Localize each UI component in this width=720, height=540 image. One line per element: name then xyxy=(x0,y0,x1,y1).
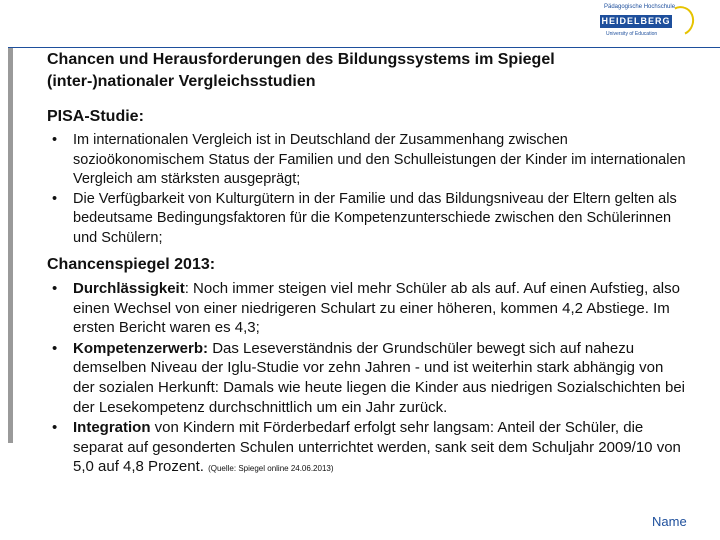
bullet-keyword: Integration xyxy=(73,419,151,437)
bullet-keyword: Kompetenzerwerb: xyxy=(73,339,209,357)
bullet-text: von Kindern mit Förderbedarf erfolgt sehr langsam: Anteil der Schüler, die separat auf gesonderten Schulen unterrichtet werden, sank seit dem Schuljahr 2009/10 von 5,0 auf 4,8 Prozent. xyxy=(73,419,681,476)
bullet-text: Das Leseverständnis der Grundschüler bewegt sich auf nahezu demselben Niveau der Iglu-Studie vor zehn Jahren - und ist weiterhin stark abhängig von der sozialen Herkunft: Damals wie heute liegen die Kinder aus niedrigen Sozialschichten bei der Lesekompetenz durchschnittlich um ein Jahr zurück. xyxy=(73,339,686,416)
bullet-icon: • xyxy=(52,280,58,297)
chancenspiegel-heading: Chancenspiegel 2013: xyxy=(47,256,216,273)
list-item xyxy=(47,190,687,249)
pisa-bullet-list xyxy=(47,131,687,249)
bullet-icon: • xyxy=(52,419,58,437)
list-item xyxy=(47,131,687,190)
logo-line-3: University of Education xyxy=(606,31,658,37)
slide-title: Chancen und Herausforderungen des Bildungssystems im Spiegel (inter-)nationaler Vergleichsstudien xyxy=(47,51,555,90)
logo-name: HEIDELBERG xyxy=(601,16,671,26)
logo-line-1: Pädagogische Hochschule xyxy=(604,4,676,10)
list-item xyxy=(47,279,687,338)
left-accent-bar xyxy=(8,48,13,443)
chancenspiegel-bullet-list xyxy=(47,279,687,479)
footer-name: Name xyxy=(652,514,687,529)
pisa-bullet-text: Die Verfügbarkeit von Kulturgütern in der Familie und das Bildungsniveau der Eltern gelten als bedeutsame Bedingungsfaktoren für die Kompetenzunterschiede zwischen den Schülerinnen und Schülern; xyxy=(73,190,677,246)
bullet-keyword: Durchlässigkeit xyxy=(73,280,185,297)
bullet-icon: • xyxy=(52,132,58,148)
pisa-heading: PISA-Studie: xyxy=(47,108,144,125)
university-logo xyxy=(596,4,692,40)
pisa-bullet-text: Im internationalen Vergleich ist in Deutschland der Zusammenhang zwischen sozioökonomischem Status der Familien und den Schulleistungen der Kinder im internationalen Vergleich am stärksten ausgeprägt; xyxy=(73,132,686,188)
bullet-text: : Noch immer steigen viel mehr Schüler ab als auf. Auf einen Aufstieg, also einen Wechsel von einer niedrigeren Schulart zu einer höheren, kommen 4,2 Abstiege. Im ersten Bericht waren es 4,3; xyxy=(73,280,680,337)
source-citation: (Quelle: Spiegel online 24.06.2013) xyxy=(208,464,334,474)
bullet-icon: • xyxy=(52,190,58,207)
list-item xyxy=(47,339,687,417)
list-item xyxy=(47,418,687,479)
bullet-icon: • xyxy=(52,339,58,357)
title-divider xyxy=(8,47,720,48)
